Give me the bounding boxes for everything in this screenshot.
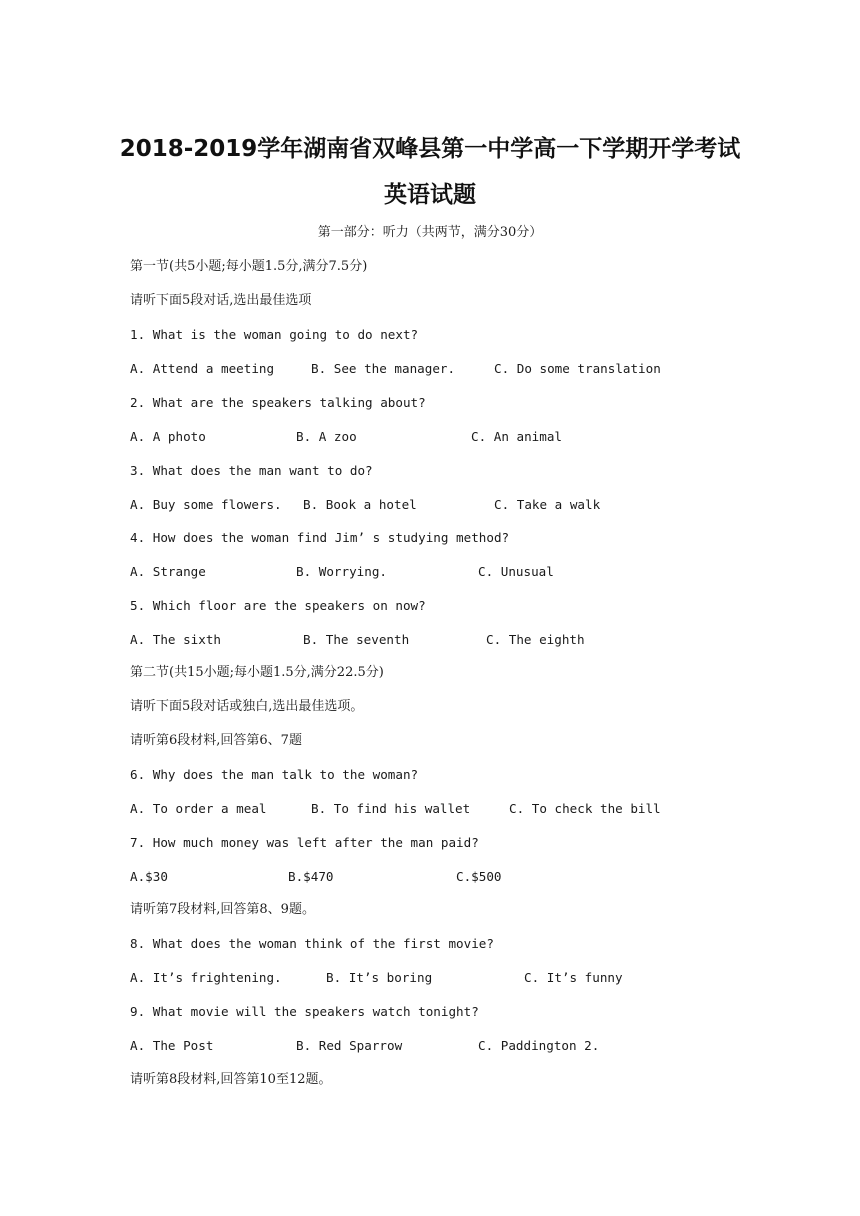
q7-option-a: A.$30 bbox=[130, 869, 168, 884]
q3-option-c: C. Take a walk bbox=[494, 497, 601, 512]
part1-heading: 第一部分：听力（共两节，满分30分） bbox=[317, 225, 543, 240]
q2-option-a: A. A photo bbox=[130, 429, 206, 444]
question-8: 8. What does the woman think of the first movie? bbox=[130, 936, 494, 951]
section2-instruction: 请听下面5段对话或独白,选出最佳选项。 bbox=[130, 699, 364, 714]
q7-option-c: C.$500 bbox=[456, 869, 502, 884]
q7-option-b: B.$470 bbox=[288, 869, 334, 884]
question-9: 9. What movie will the speakers watch tonight? bbox=[130, 1004, 479, 1019]
q3-option-a: A. Buy some flowers. bbox=[130, 497, 282, 512]
question-7: 7. How much money was left after the man paid? bbox=[130, 835, 479, 850]
q4-option-b: B. Worrying. bbox=[296, 564, 387, 579]
question-4: 4. How does the woman find Jim’ s studying method? bbox=[130, 530, 510, 545]
q9-option-c: C. Paddington 2. bbox=[478, 1038, 600, 1053]
q8-option-b: B. It’s boring bbox=[326, 970, 433, 985]
q6-option-b: B. To find his wallet bbox=[311, 801, 471, 816]
q9-option-a: A. The Post bbox=[130, 1038, 214, 1053]
q5-option-a: A. The sixth bbox=[130, 632, 221, 647]
material7-instruction: 请听第7段材料,回答第8、9题。 bbox=[130, 902, 315, 917]
q5-option-c: C. The eighth bbox=[486, 632, 585, 647]
q8-option-c: C. It’s funny bbox=[524, 970, 623, 985]
section1-instruction: 请听下面5段对话,选出最佳选项 bbox=[130, 293, 312, 308]
question-1: 1. What is the woman going to do next? bbox=[130, 327, 419, 342]
section2-heading: 第二节(共15小题;每小题1.5分,满分22.5分) bbox=[130, 665, 384, 680]
q6-option-a: A. To order a meal bbox=[130, 801, 267, 816]
q9-option-b: B. Red Sparrow bbox=[296, 1038, 403, 1053]
question-3: 3. What does the man want to do? bbox=[130, 463, 373, 478]
q3-option-b: B. Book a hotel bbox=[303, 497, 417, 512]
q2-option-b: B. A zoo bbox=[296, 429, 357, 444]
q2-option-c: C. An animal bbox=[471, 429, 562, 444]
document-subtitle: 英语试题 bbox=[384, 182, 476, 208]
q4-option-a: A. Strange bbox=[130, 564, 206, 579]
q5-option-b: B. The seventh bbox=[303, 632, 410, 647]
question-5: 5. Which floor are the speakers on now? bbox=[130, 598, 426, 613]
q1-option-c: C. Do some translation bbox=[494, 361, 661, 376]
q6-option-c: C. To check the bill bbox=[509, 801, 661, 816]
question-6: 6. Why does the man talk to the woman? bbox=[130, 767, 419, 782]
material8-instruction: 请听第8段材料,回答第10至12题。 bbox=[130, 1072, 332, 1087]
q8-option-a: A. It’s frightening. bbox=[130, 970, 282, 985]
section1-heading: 第一节(共5小题;每小题1.5分,满分7.5分) bbox=[130, 259, 368, 274]
document-title: 2018-2019学年湖南省双峰县第一中学高一下学期开学考试 bbox=[119, 136, 741, 162]
q1-option-b: B. See the manager. bbox=[311, 361, 456, 376]
question-2: 2. What are the speakers talking about? bbox=[130, 395, 426, 410]
q1-option-a: A. Attend a meeting bbox=[130, 361, 275, 376]
material6-instruction: 请听第6段材料,回答第6、7题 bbox=[130, 733, 302, 748]
q4-option-c: C. Unusual bbox=[478, 564, 554, 579]
